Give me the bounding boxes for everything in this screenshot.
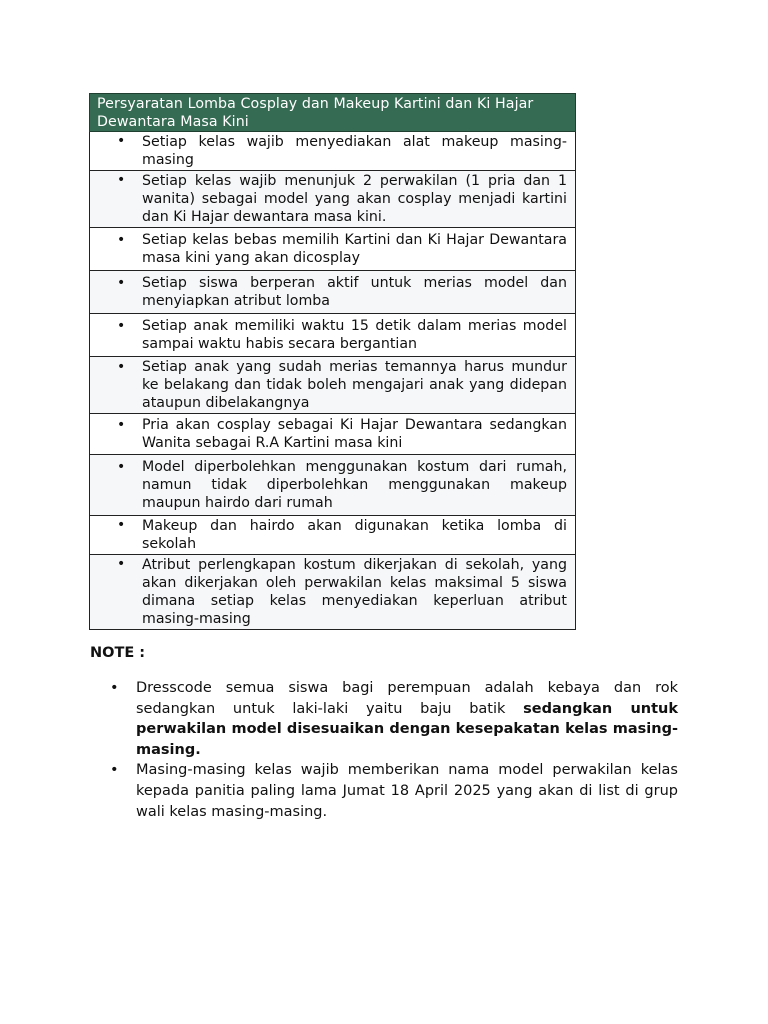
table-cell [90, 414, 576, 455]
bullet-icon: • [117, 133, 126, 149]
table-row [90, 455, 576, 516]
requirement-text: Pria akan cosplay sebagai Ki Hajar Dewantara sedangkan Wanita sebagai R.A Kartini masa kini [142, 417, 567, 451]
bullet-icon: • [110, 762, 119, 779]
table-row [90, 271, 576, 314]
table-row [90, 228, 576, 271]
note-title: NOTE : [90, 645, 146, 661]
note-item-dresscode [90, 678, 678, 760]
bullet-icon: • [117, 232, 126, 248]
table-header: Persyaratan Lomba Cosplay dan Makeup Kartini dan Ki Hajar Dewantara Masa Kini [90, 94, 576, 132]
requirement-text: Setiap anak yang sudah merias temannya harus mundur ke belakang dan tidak boleh mengajari anak yang didepan ataupun dibelakangnya [142, 359, 567, 411]
requirement-text: Setiap kelas wajib menunjuk 2 perwakilan (1 pria dan 1 wanita) sebagai model yang akan cosplay menjadi kartini dan Ki Hajar dewantara masa kini. [142, 173, 567, 225]
bullet-icon: • [117, 359, 126, 375]
bullet-icon: • [117, 459, 126, 475]
bullet-icon: • [117, 556, 126, 572]
table-row [90, 314, 576, 357]
note-item-bold-text: sedangkan untuk perwakilan model disesuaikan dengan kesepakatan kelas masing-masing. [136, 700, 678, 758]
table-cell [90, 228, 576, 271]
requirement-text: Atribut perlengkapan kostum dikerjakan di sekolah, yang akan dikerjakan oleh perwakilan kelas maksimal 5 siswa dimana setiap kelas menyediakan keperluan atribut masing-masing [142, 557, 567, 627]
bullet-icon: • [117, 275, 126, 291]
table-cell [90, 132, 576, 171]
requirement-text: Setiap anak memiliki waktu 15 detik dalam merias model sampai waktu habis secara bergantian [142, 318, 567, 352]
table-cell [90, 171, 576, 228]
bullet-icon: • [117, 417, 126, 433]
requirement-text: Setiap kelas bebas memilih Kartini dan Ki Hajar Dewantara masa kini yang akan dicosplay [142, 232, 567, 266]
requirement-text: Makeup dan hairdo akan digunakan ketika lomba di sekolah [142, 518, 567, 552]
table-row [90, 171, 576, 228]
table-cell [90, 555, 576, 630]
requirements-table-container [89, 93, 576, 630]
requirement-text: Setiap kelas wajib menyediakan alat makeup masing-masing [142, 134, 567, 168]
table-cell [90, 455, 576, 516]
note-item-model-name [90, 760, 678, 822]
table-cell [90, 516, 576, 555]
table-row [90, 132, 576, 171]
note-list [90, 678, 678, 822]
requirement-text: Model diperbolehkan menggunakan kostum dari rumah, namun tidak diperbolehkan menggunakan makeup maupun hairdo dari rumah [142, 459, 567, 511]
requirement-text: Setiap siswa berperan aktif untuk merias model dan menyiapkan atribut lomba [142, 275, 567, 309]
table-cell [90, 357, 576, 414]
note-item-text: Dresscode semua siswa bagi perempuan adalah kebaya dan rok sedangkan untuk laki-laki yaitu baju batik [136, 680, 678, 717]
bullet-icon: • [117, 318, 126, 334]
table-row [90, 516, 576, 555]
table-cell [90, 314, 576, 357]
requirements-table [89, 93, 576, 630]
table-row [90, 414, 576, 455]
bullet-icon: • [117, 172, 126, 188]
table-row [90, 357, 576, 414]
bullet-icon: • [117, 517, 126, 533]
bullet-icon: • [110, 680, 119, 696]
table-cell [90, 271, 576, 314]
table-row [90, 555, 576, 630]
note-item-text: Masing-masing kelas wajib memberikan nama model perwakilan kelas kepada panitia paling lama Jumat 18 April 2025 yang akan di list di grup wali kelas masing-masing. [136, 762, 678, 820]
